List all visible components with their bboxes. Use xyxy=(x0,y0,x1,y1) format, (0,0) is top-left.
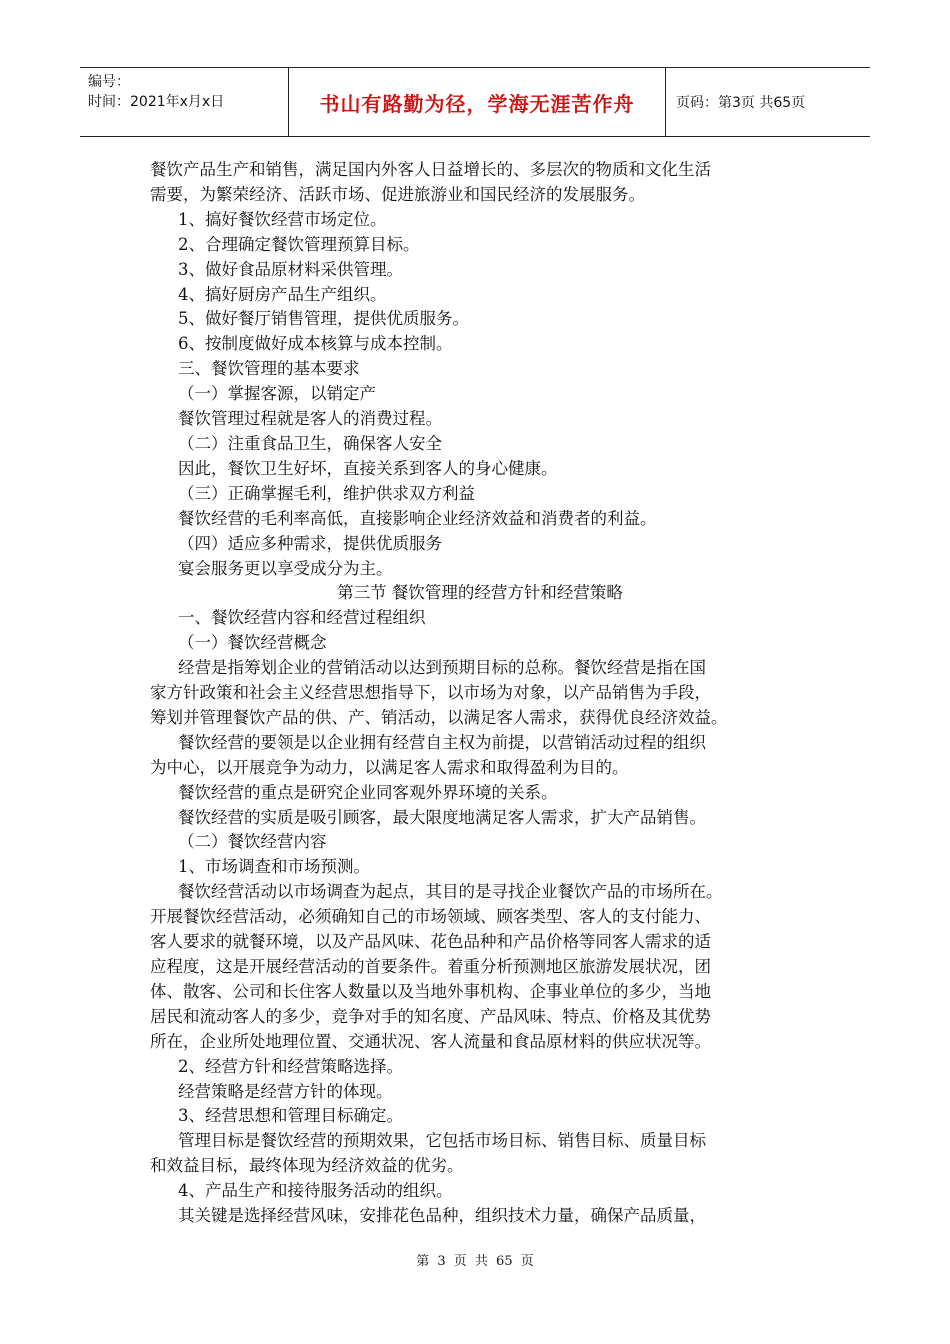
subsection-heading: （二）注重食品卫生，确保客人安全 xyxy=(178,433,442,453)
text-line: 2、经营方针和经营策略选择。 xyxy=(178,1056,403,1076)
text-line: 经营是指筹划企业的营销活动以达到预期目标的总称。餐饮经营是指在国 xyxy=(178,658,706,678)
text-line: 3、做好食品原材料采供管理。 xyxy=(178,259,403,279)
text-line: 管理目标是餐饮经营的预期效果，它包括市场目标、销售目标、质量目标 xyxy=(178,1131,706,1151)
text-line: 和效益目标，最终体现为经济效益的优劣。 xyxy=(150,1156,464,1176)
text-line: 居民和流动客人的多少，竞争对手的知名度、产品风味、特点、价格及其优势 xyxy=(150,1006,711,1026)
text-line: 餐饮经营的要领是以企业拥有经营自主权为前提，以营销活动过程的组织 xyxy=(178,732,706,752)
text-line: 体、散客、公司和长住客人数量以及当地外事机构、企事业单位的多少，当地 xyxy=(150,981,711,1001)
text-line: 餐饮经营的实质是吸引顾客，最大限度地满足客人需求，扩大产品销售。 xyxy=(178,807,706,827)
page-footer: 第 3 页 共 65 页 xyxy=(416,1254,534,1269)
text-line: 应程度，这是开展经营活动的首要条件。着重分析预测地区旅游发展状况，团 xyxy=(150,957,711,976)
document-body xyxy=(150,158,810,1229)
text-line: 餐饮经营活动以市场调查为起点，其目的是寻找企业餐饮产品的市场所在。 xyxy=(178,882,723,902)
text-line: 家方针政策和社会主义经营思想指导下，以市场为对象，以产品销售为手段， xyxy=(150,683,711,703)
subsection-heading: （二）餐饮经营内容 xyxy=(178,832,327,852)
text-line: 餐饮管理过程就是客人的消费过程。 xyxy=(178,409,442,429)
text-line: 餐饮经营的重点是研究企业同客观外界环境的关系。 xyxy=(178,782,558,802)
text-line: 所在，企业所处地理位置、交通状况、客人流量和食品原材料的供应状况等。 xyxy=(150,1031,711,1051)
page-header xyxy=(80,67,870,137)
header-motto: 书山有路勤为径，学海无涯苦作舟 xyxy=(288,68,666,136)
text-line: 宴会服务更以享受成分为主。 xyxy=(178,558,393,578)
text-line: 4、搞好厨房产品生产组织。 xyxy=(178,284,387,304)
text-line: 餐饮经营的毛利率高低，直接影响企业经济效益和消费者的利益。 xyxy=(178,508,657,528)
text-line: 4、产品生产和接待服务活动的组织。 xyxy=(178,1181,453,1201)
chapter-heading: 第三节 餐饮管理的经营方针和经营策略 xyxy=(337,583,623,603)
text-line: 客人要求的就餐环境，以及产品风味、花色品种和产品价格等同客人需求的适 xyxy=(150,932,711,952)
text-line: 需要，为繁荣经济、活跃市场、促进旅游业和国民经济的发展服务。 xyxy=(150,184,645,204)
text-line: 餐饮产品生产和销售，满足国内外客人日益增长的、多层次的物质和文化生活 xyxy=(150,160,711,179)
subsection-heading: （四）适应多种需求，提供优质服务 xyxy=(178,533,442,553)
subsection-heading: （三）正确掌握毛利，维护供求双方利益 xyxy=(178,483,475,503)
text-line: 经营策略是经营方针的体现。 xyxy=(178,1081,393,1101)
text-line: 筹划并管理餐饮产品的供、产、销活动，以满足客人需求，获得优良经济效益。 xyxy=(150,707,728,727)
text-line: 1、市场调查和市场预测。 xyxy=(178,857,370,877)
header-page-label: 页码：第3页 共65页 xyxy=(676,95,806,111)
text-line: 因此，餐饮卫生好坏，直接关系到客人的身心健康。 xyxy=(178,458,558,478)
text-line: 5、做好餐厅销售管理，提供优质服务。 xyxy=(178,309,469,329)
section-heading: 一、餐饮经营内容和经营过程组织 xyxy=(178,608,426,628)
subsection-heading: （一）餐饮经营概念 xyxy=(178,633,327,653)
text-line: 开展餐饮经营活动，必须确知自己的市场领域、顾客类型、客人的支付能力、 xyxy=(150,907,711,927)
text-line: 6、按制度做好成本核算与成本控制。 xyxy=(178,334,453,354)
doc-number-label: 编号： xyxy=(88,74,130,90)
doc-date-label: 时间：2021年x月x日 xyxy=(88,94,225,110)
text-line: 为中心，以开展竞争为动力，以满足客人需求和取得盈利为目的。 xyxy=(150,757,629,777)
text-line: 3、经营思想和管理目标确定。 xyxy=(178,1106,403,1126)
section-heading: 三、餐饮管理的基本要求 xyxy=(178,359,360,379)
header-info xyxy=(80,68,288,136)
text-line: 其关键是选择经营风味，安排花色品种，组织技术力量，确保产品质量， xyxy=(178,1206,706,1226)
text-line: 2、合理确定餐饮管理预算目标。 xyxy=(178,234,420,254)
subsection-heading: （一）掌握客源，以销定产 xyxy=(178,384,376,404)
text-line: 1、搞好餐饮经营市场定位。 xyxy=(178,209,387,229)
